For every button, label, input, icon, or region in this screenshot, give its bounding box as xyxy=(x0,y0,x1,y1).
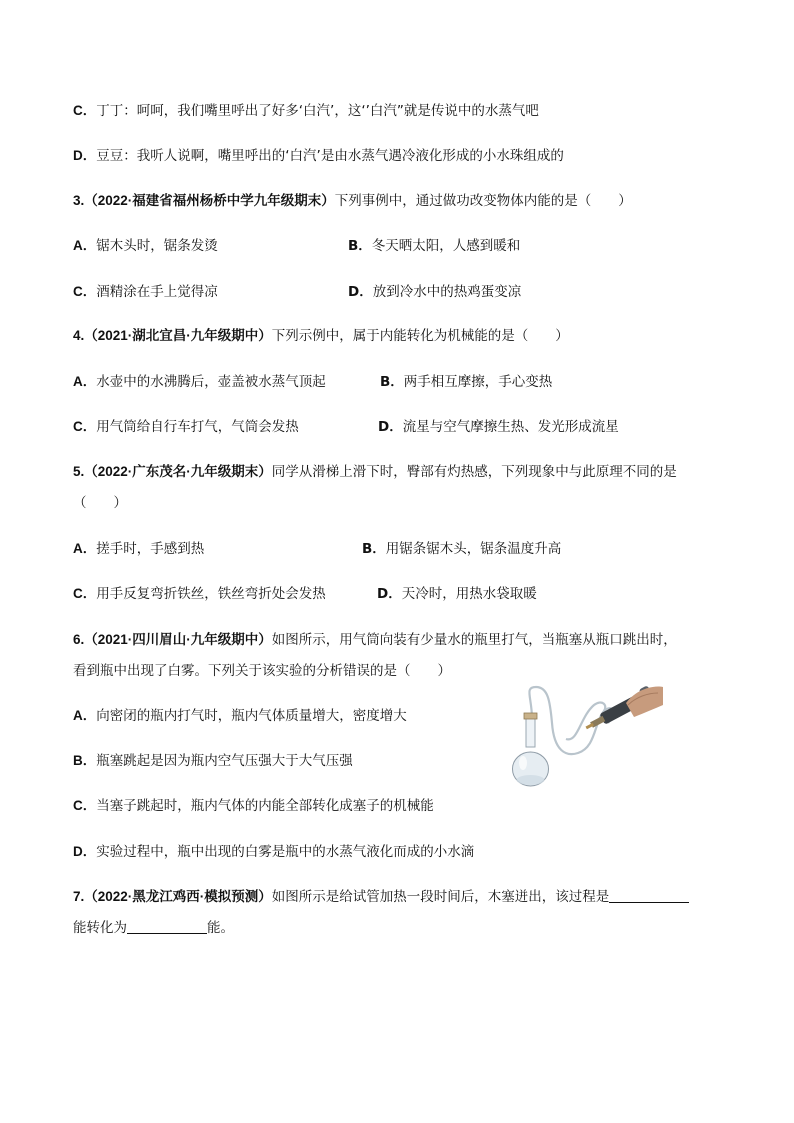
question-source: （2022·黑龙江鸡西·模拟预测） xyxy=(84,889,272,904)
q6-option-a xyxy=(73,706,407,726)
q6-stem xyxy=(73,630,677,650)
question-number: 6. xyxy=(73,632,85,647)
option-label: B． xyxy=(362,541,386,557)
q4-option-b xyxy=(380,372,552,392)
option-label: A． xyxy=(73,541,97,556)
q4-stem xyxy=(73,326,569,346)
option-text: 酒精涂在手上觉得凉 xyxy=(96,284,218,300)
q5-stem xyxy=(73,462,677,482)
q6-stem-cont xyxy=(73,661,451,681)
q3-option-c xyxy=(73,282,218,302)
q5-stem-cont xyxy=(73,493,127,513)
q5-option-b xyxy=(362,539,561,559)
option-label: A． xyxy=(73,374,97,389)
q6-option-d xyxy=(73,842,474,862)
option-text: 用锯条锯木头，锯条温度升高 xyxy=(385,541,562,557)
question-source: （2022·广东茂名·九年级期末） xyxy=(84,464,272,479)
question-number: 5. xyxy=(73,464,85,479)
q5-option-d xyxy=(377,584,537,604)
option-text: 向密闭的瓶内打气时，瓶内气体质量增大，密度增大 xyxy=(96,708,407,724)
option-label: C． xyxy=(73,798,97,813)
question-text: 如图所示是给试管加热一段时间后，木塞迸出，该过程是 xyxy=(271,889,610,905)
question-source: （2021·四川眉山·九年级期中） xyxy=(84,632,272,647)
option-label: D． xyxy=(348,284,373,300)
option-text: 冬天晒太阳，人感到暖和 xyxy=(371,238,521,254)
option-text: 瓶塞跳起是因为瓶内空气压强大于大气压强 xyxy=(96,753,353,769)
question-source: （2022·福建省福州杨桥中学九年级期末） xyxy=(84,193,335,208)
option-label: B． xyxy=(380,374,404,390)
q4-option-a xyxy=(73,372,326,392)
option-text: 实验过程中，瓶中出现的白雾是瓶中的水蒸气液化而成的小水滴 xyxy=(96,844,475,860)
option-text: 搓手时，手感到热 xyxy=(96,541,205,557)
q2-option-c xyxy=(73,101,539,121)
option-text: 流星与空气摩擦生热、发光形成流星 xyxy=(402,419,619,435)
q3-option-d xyxy=(348,282,521,302)
question-text: 下列示例中，属于内能转化为机械能的是（ ） xyxy=(271,328,569,344)
question-number: 4. xyxy=(73,328,85,343)
option-text: 两手相互摩擦，手心变热 xyxy=(403,374,553,390)
q6-option-b xyxy=(73,751,353,771)
option-text: 放到冷水中的热鸡蛋变凉 xyxy=(372,284,522,300)
answer-blank-1[interactable] xyxy=(609,888,689,903)
flask-pump-figure xyxy=(508,683,663,793)
question-source: （2021·湖北宜昌·九年级期中） xyxy=(84,328,272,343)
option-label: D． xyxy=(377,586,402,602)
q3-stem xyxy=(73,191,632,211)
option-label: A． xyxy=(73,708,97,723)
question-text-cont: 能转化为 xyxy=(73,920,127,936)
question-text: 如图所示，用气筒向装有少量水的瓶里打气，当瓶塞从瓶口跳出时， xyxy=(271,632,677,648)
question-text: 下列事例中，通过做功改变物体内能的是（ ） xyxy=(334,193,632,209)
option-label: D． xyxy=(73,148,97,163)
option-text: 锯木头时，锯条发烫 xyxy=(96,238,218,254)
question-text-end: 能。 xyxy=(207,920,234,936)
answer-blank-2[interactable] xyxy=(127,919,207,934)
option-text: 水壶中的水沸腾后，壶盖被水蒸气顶起 xyxy=(96,374,326,390)
q2-option-d xyxy=(73,146,564,166)
option-text: 用手反复弯折铁丝，铁丝弯折处会发热 xyxy=(96,586,326,602)
q3-option-b xyxy=(348,236,520,256)
q6-option-c xyxy=(73,796,434,816)
option-text: 天冷时，用热水袋取暖 xyxy=(401,586,537,602)
q5-option-c xyxy=(73,584,326,604)
question-text-cont: 看到瓶中出现了白雾。下列关于该实验的分析错误的是（ ） xyxy=(73,663,451,679)
option-label: B． xyxy=(73,753,97,768)
option-label: C． xyxy=(73,586,97,601)
q3-option-a xyxy=(73,236,218,256)
q4-option-d xyxy=(378,417,619,437)
option-text: 用气筒给自行车打气，气筒会发热 xyxy=(96,419,299,435)
option-text: 丁丁：呵呵，我们嘴里呼出了好多‘白汽’，这‘’白汽”就是传说中的水蒸气吧 xyxy=(96,103,539,119)
option-text: 豆豆：我听人说啊，嘴里呼出的‘白汽’是由水蒸气遇冷液化形成的小水珠组成的 xyxy=(96,148,564,164)
option-label: A． xyxy=(73,238,97,253)
option-label: D． xyxy=(73,844,97,859)
question-text: 同学从滑梯上滑下时，臀部有灼热感，下列现象中与此原理不同的是 xyxy=(271,464,677,480)
option-label: C． xyxy=(73,284,97,299)
option-label: D． xyxy=(378,419,403,435)
answer-paren: （ ） xyxy=(73,495,127,511)
question-number: 3. xyxy=(73,193,85,208)
option-label: C． xyxy=(73,419,97,434)
q7-stem xyxy=(73,887,689,907)
option-text: 当塞子跳起时，瓶内气体的内能全部转化成塞子的机械能 xyxy=(96,798,434,814)
q7-stem-cont xyxy=(73,918,234,938)
q5-option-a xyxy=(73,539,204,559)
option-label: B． xyxy=(348,238,372,254)
q4-option-c xyxy=(73,417,299,437)
flask-pump-illustration xyxy=(508,683,663,793)
option-label: C． xyxy=(73,103,97,118)
question-number: 7. xyxy=(73,889,85,904)
